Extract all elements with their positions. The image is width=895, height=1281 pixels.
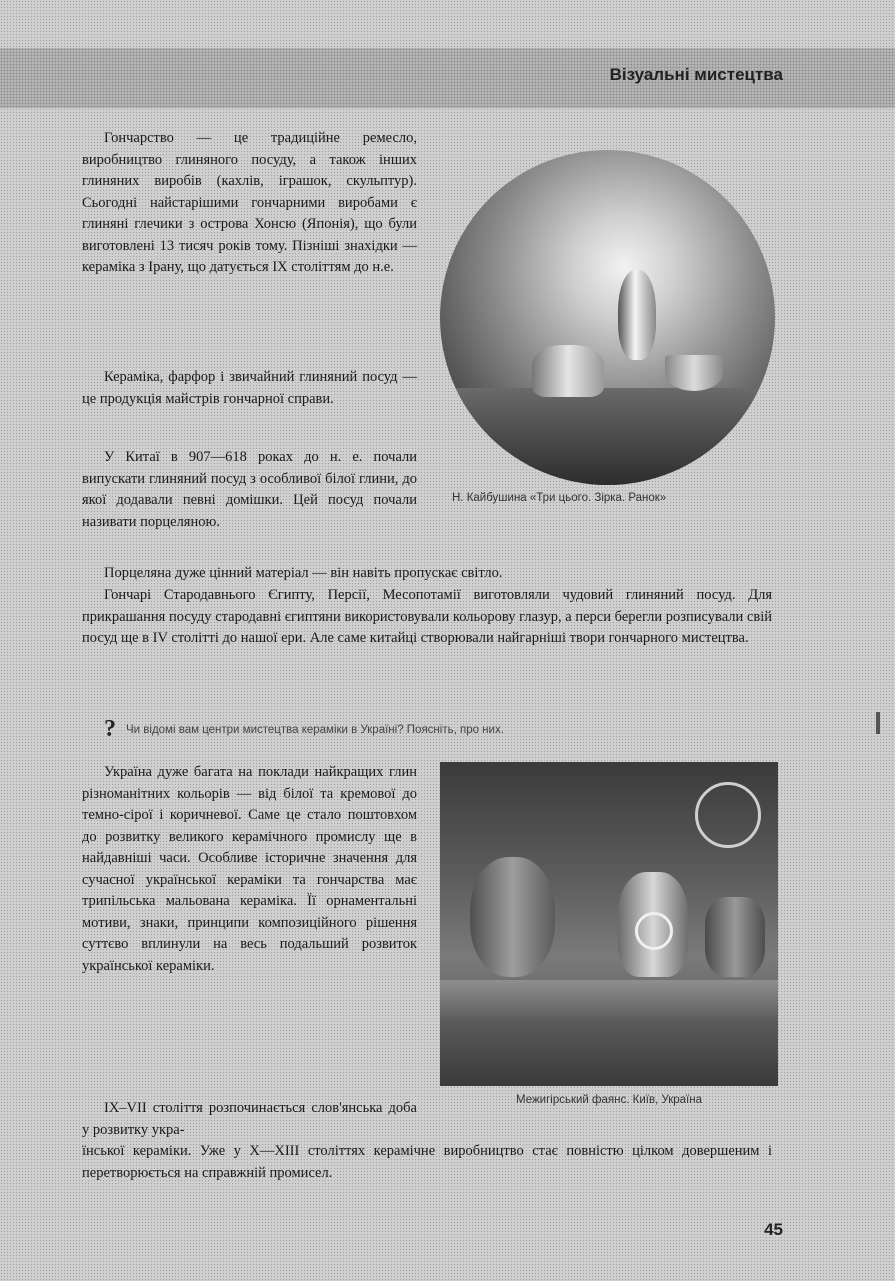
paragraph-ceramics: Кераміка, фарфор і звичайний глиняний посуд — це продукція майстрів гончарної справи.: [82, 369, 417, 407]
figure-right-pot: [705, 897, 765, 977]
page-number: 45: [764, 1220, 783, 1239]
section-title: Візуальні мистецтва: [609, 65, 783, 84]
figure-vase: [618, 270, 656, 360]
figure-pot: [532, 345, 604, 397]
figure-bowl: [665, 355, 723, 391]
figure-table-surface: [440, 388, 775, 485]
paragraph-ukraine-clays: Україна дуже багата на поклади найкращих глин різноманітних кольорів — від білої та кремової до темно-сірої і коричневої. Саме це стало поштовхом до розвитку великого керамічного промислу ще в найдавніші часи. Особливе історичне значення для сучасної української кераміки та гончарства має трипільська мальована кераміка. Її орнаментальні мотиви, знаки, принципи композиційного рішення суттєво вплинули на весь подальший розвиток української кераміки.: [82, 764, 417, 974]
figure-left-pot: [470, 857, 555, 977]
figure-shelf: [440, 980, 778, 1086]
paragraph-china-porcelain: У Китаї в 907—618 роках до н. е. почали випускати глиняний посуд з особливої білої глини, до якої додавали певні домішки. Цей посуд почали називати порцеляною.: [82, 449, 417, 530]
figure-jug-ornament: [635, 912, 673, 950]
figure-1-caption: Н. Кайбушина «Три цього. Зірка. Ранок»: [452, 492, 667, 504]
paragraph-slavic-era-start: IX–VII століття розпочинається слов'янська доба у розвитку укра-: [82, 1100, 417, 1138]
paragraph-ancient-potters: Гончарі Стародавнього Єгипту, Персії, Месопотамії виготовляли чудовий глиняний посуд. Для прикрашання посуду стародавні єгиптяни використовували кольорову глазур, а перси берегли розписували свій посуд ще в IV столітті до нашої ери. Але саме китайці створювали найгарніші твори гончарного мистецтва.: [82, 587, 772, 646]
question-block: [104, 716, 764, 744]
figure-2-caption: Межигірський фаянс. Київ, Україна: [516, 1094, 702, 1106]
figure-mezhyhirya-faience: [440, 762, 778, 1086]
question-text: Чи відомі вам центри мистецтва кераміки в Україні? Поясніть, про них.: [126, 724, 504, 736]
margin-mark: [876, 712, 880, 734]
paragraph-porcelain-light: Порцеляна дуже цінний матеріал — він навіть пропускає світло.: [104, 565, 503, 581]
paragraph-pottery: Гончарство — це традиційне ремесло, виробництво глиняного посуду, а також інших глиняних виробів (кахлів, іграшок, скульптур). Сьогодні найстарішими гончарними виробами є глиняні глечики з острова Хонсю (Японія), що були виготовлені 13 тисяч років тому. Пізніші знахідки — кераміка з Ірану, що датується IX століттям до н.е.: [82, 130, 417, 275]
question-mark-icon: ?: [104, 716, 116, 742]
paragraph-slavic-era-end: їнської кераміки. Уже у X—XIII століттях керамічне виробництво стає повністю цілком довершеним і перетворюється на справжній промисел.: [82, 1143, 772, 1181]
figure-pottery-still-life: [440, 150, 775, 485]
figure-plate: [695, 782, 761, 848]
